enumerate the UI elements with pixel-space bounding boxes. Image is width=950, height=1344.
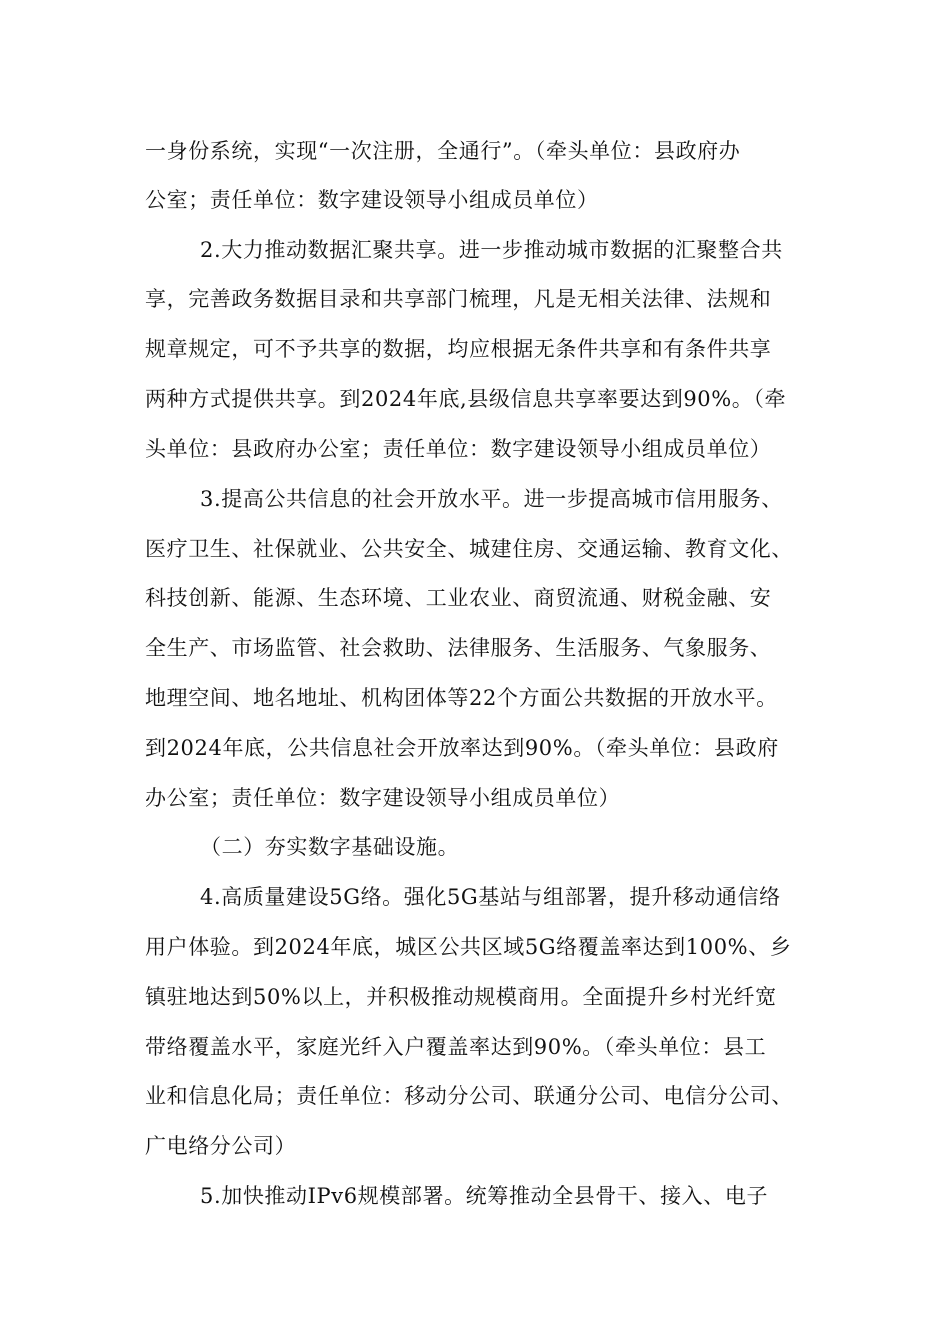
text-line: 办公室；责任单位：数字建设领导小组成员单位） xyxy=(145,786,621,810)
text-line: 镇驻地达到50%以上，并积极推动规模商用。全面提升乡村光纤宽 xyxy=(145,985,777,1009)
paragraph-5-start: 5.加快推动IPv6规模部署。统筹推动全县骨干、接入、电子 xyxy=(200,1184,769,1208)
text-line: 广电络分公司） xyxy=(145,1134,297,1158)
text-line: 科技创新、能源、生态环境、工业农业、商贸流通、财税金融、安 xyxy=(145,586,772,610)
text-line: 用户体验。到2024年底，城区公共区域5G络覆盖率达到100%、乡 xyxy=(145,935,792,959)
section-heading: （二）夯实数字基础设施。 xyxy=(200,835,460,859)
paragraph-2-start: 2.大力推动数据汇聚共享。进一步推动城市数据的汇聚整合共 xyxy=(200,238,783,262)
text-line: 到2024年底，公共信息社会开放率达到90%。（牵头单位：县政府 xyxy=(145,736,779,760)
paragraph-4-start: 4.高质量建设5G络。强化5G基站与组部署，提升移动通信络 xyxy=(200,885,781,909)
text-line: 地理空间、地名地址、机构团体等22个方面公共数据的开放水平。 xyxy=(145,686,778,710)
text-line: 公室；责任单位：数字建设领导小组成员单位） xyxy=(145,188,599,212)
paragraph-3-start: 3.提高公共信息的社会开放水平。进一步提高城市信用服务、 xyxy=(200,487,783,511)
text-line: 规章规定，可不予共享的数据，均应根据无条件共享和有条件共享 xyxy=(145,337,772,361)
text-line: 医疗卫生、社保就业、公共安全、城建住房、交通运输、教育文化、 xyxy=(145,537,793,561)
text-line: 带络覆盖水平，家庭光纤入户覆盖率达到90%。（牵头单位：县工 xyxy=(145,1035,767,1059)
text-line: 享，完善政务数据目录和共享部门梳理，凡是无相关法律、法规和 xyxy=(145,287,772,311)
text-line: 业和信息化局；责任单位：移动分公司、联通分公司、电信分公司、 xyxy=(145,1084,793,1108)
text-line: 头单位：县政府办公室；责任单位：数字建设领导小组成员单位） xyxy=(145,437,772,461)
text-line: 一身份系统，实现“一次注册，全通行”。（牵头单位：县政府办 xyxy=(145,139,741,163)
text-line: 两种方式提供共享。到2024年底,县级信息共享率要达到90%。（牵 xyxy=(145,387,787,411)
text-line: 全生产、市场监管、社会救助、法律服务、生活服务、气象服务、 xyxy=(145,636,772,660)
